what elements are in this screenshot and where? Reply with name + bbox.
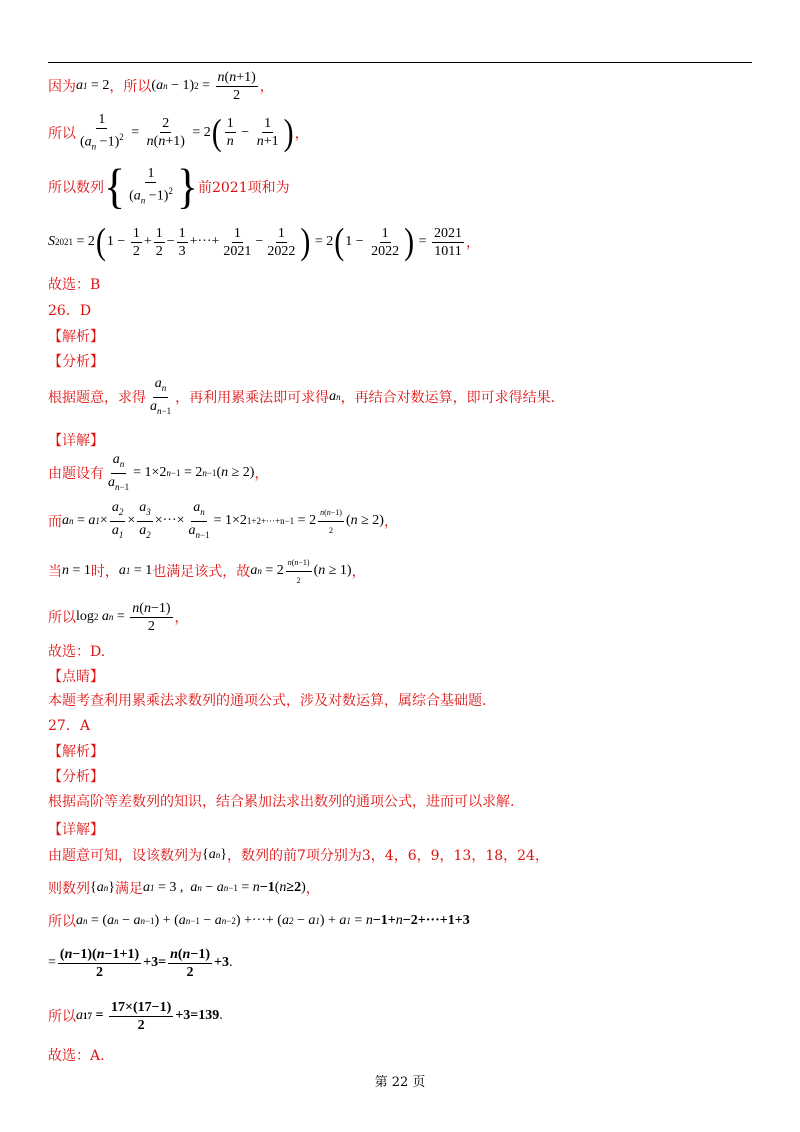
- formula-reciprocal: $\frac{1}{(a_n -1)^2}$ = $\frac{2}{n(n+1)}$ = 2 ( $\frac{1}{n}$ − $\frac{1}{n+1}$ ): [80, 111, 294, 153]
- jiexi-26: 【解析】: [48, 329, 104, 345]
- xiangjie-26: 【详解】: [48, 433, 104, 449]
- dianjing-text: 本题考查利用累乘法求数列的通项公式，涉及对数运算，属综合基础题.: [48, 693, 487, 709]
- formula-sequence: { $\frac{1}{(a_n -1)^2}$ }: [104, 159, 198, 214]
- line-c3: 所以 a n = ( a n − a n−1 ) + ( a n−1 − a n−2 ) +···+ ( a 2 − a 1 ) + a 1 = n −1+ n −2+···+1+3: [48, 913, 470, 930]
- line-c4: [48, 942, 232, 984]
- formula-recurrence: a 1 = 3 , a n − a n−1 = n −1 ( n ≥2 ): [142, 880, 306, 895]
- question-27: 27．A: [48, 718, 90, 734]
- formula-an-set: { a n }: [202, 847, 227, 862]
- fenxi-26: 【分析】: [48, 354, 104, 370]
- dianjing-26: 【点睛】: [48, 669, 104, 685]
- formula-an: a n: [329, 389, 341, 404]
- line-a2: 所以 $\frac{1}{(a_n -1)^2}$ = $\frac{2}{n(n+1)}$ = 2 ( $\frac{1}{n}$ − $\frac{1}{n+1}$ ) ，: [48, 111, 309, 153]
- answer-d: 故选：D.: [48, 644, 106, 660]
- line-b1: 根据题意，求得 $\frac{a_n}{a_{n-1}}$ ，再利用累乘法即可求得 a n ，再结合对数运算，即可求得结果.: [48, 376, 555, 418]
- formula-s2021: S 2021 = 2 ( 1 − $\frac{1}{2}$ + $\frac{1}{2}$ − $\frac{1}{3}$ +···+ $\frac{1}{2021}$ − $\frac{1}{2022}$ ) = 2 ( 1 − $\frac{1}{2022}$ ) = $\frac{2021}{1011}$: [48, 220, 463, 262]
- line-c2: 则数列 { a n } 满足 a 1 = 3 , a n − a n−1 = n −1 ( n ≥2 ) ，: [48, 880, 320, 897]
- line-a1: 因为 a 1 = 2 ， 所以 ( a n − 1) 2 = $\frac{n(n+1)}{2}$ ，: [48, 69, 274, 103]
- line-b3: 而 a n = a 1 × $\frac{a_2}{a_1}$ × $\frac{a_3}{a_2}$ ×···× $\frac{a_n}{a_{n-1}}$ = 1×2 1+2+···+n−1 = 2 $\frac{n(n-1)}{2}$ ( n ≥ 2) ，: [48, 498, 398, 544]
- answer-b: 故选：B: [48, 277, 101, 293]
- formula-an-set-2: { a n }: [90, 880, 115, 895]
- formula-product: a n = a 1 × $\frac{a_2}{a_1}$ × $\frac{a_3}{a_2}$ ×···× $\frac{a_n}{a_{n-1}}$ = 1×2 1+2+···+n−1 = 2 $\frac{n(n-1)}{2}$ ( n ≥ 2): [62, 499, 384, 540]
- formula-ratio-eq: $\frac{a_n}{a_{n-1}}$ = 1×2 n−1 = 2 n−1 ( n ≥ 2): [108, 451, 255, 492]
- jiexi-27: 【解析】: [48, 744, 104, 760]
- formula-log: log 2 a n = $\frac{n(n-1)}{2}$: [76, 600, 171, 634]
- header-rule: [48, 62, 752, 63]
- line-b2: 由题设有 $\frac{a_n}{a_{n-1}}$ = 1×2 n−1 = 2 n−1 ( n ≥ 2) ，: [48, 452, 268, 494]
- formula-telescope: a n = ( a n − a n−1 ) + ( a n−1 − a n−2 ) +···+ ( a 2 − a 1 ) + a 1 = n −1+ n −2+···+1+3: [76, 913, 470, 928]
- formula-a1: a 1 = 2: [76, 78, 110, 93]
- formula-a1-eq: a 1 = 1: [118, 563, 153, 578]
- page-number: 第 22 页: [374, 1075, 426, 1090]
- formula-an-square: ( a n − 1) 2 = $\frac{n(n+1)}{2}$: [151, 69, 256, 103]
- line-b4: 当 n = 1 时， a 1 = 1 也满足该式，故 a n = 2 $\frac{n(n-1)}{2}$ ( n ≥ 1) ，: [48, 553, 366, 589]
- formula-ratio: $\frac{a_n}{a_{n-1}}$: [150, 375, 172, 416]
- fenxi-27: 【分析】: [48, 769, 104, 785]
- line-b5: 所以 log 2 a n = $\frac{n(n-1)}{2}$ ，: [48, 600, 189, 634]
- formula-an-final: a n = 2 $\frac{n(n-1)}{2}$ ( n ≥ 1): [250, 555, 351, 588]
- genju-27: 根据高阶等差数列的知识，结合累加法求出数列的通项公式，进而可以求解.: [48, 794, 515, 810]
- formula-a17: a 17 = $\frac{17\times(17-1)}{2}$ +3=139 .: [76, 999, 223, 1033]
- xiangjie-27: 【详解】: [48, 822, 104, 838]
- line-a4: S 2021 = 2 ( 1 − $\frac{1}{2}$ + $\frac{1}{2}$ − $\frac{1}{3}$ +···+ $\frac{1}{2021}$ − $\frac{1}{2022}$ ) = 2 ( 1 − $\frac{1}{2022}$ ) = $\frac{2021}{1011}$ ，: [48, 220, 481, 262]
- formula-sum: = $\frac{(n-1)(n-1+1)}{2}$ +3= $\frac{n(n-1)}{2}$ +3 .: [48, 946, 233, 980]
- line-c5: 所以 a 17 = $\frac{17\times(17-1)}{2}$ +3=139 .: [48, 999, 223, 1033]
- formula-n1: n = 1: [62, 563, 91, 578]
- answer-a: 故选：A.: [48, 1048, 105, 1064]
- line-c1: 由题意可知，设该数列为 { a n } ，数列的前7项分别为3，4，6，9，13，18，24，: [48, 847, 549, 864]
- line-a3: 所以数列 { $\frac{1}{(a_n -1)^2}$ } 前2021项和为: [48, 159, 290, 214]
- question-26: 26．D: [48, 303, 92, 319]
